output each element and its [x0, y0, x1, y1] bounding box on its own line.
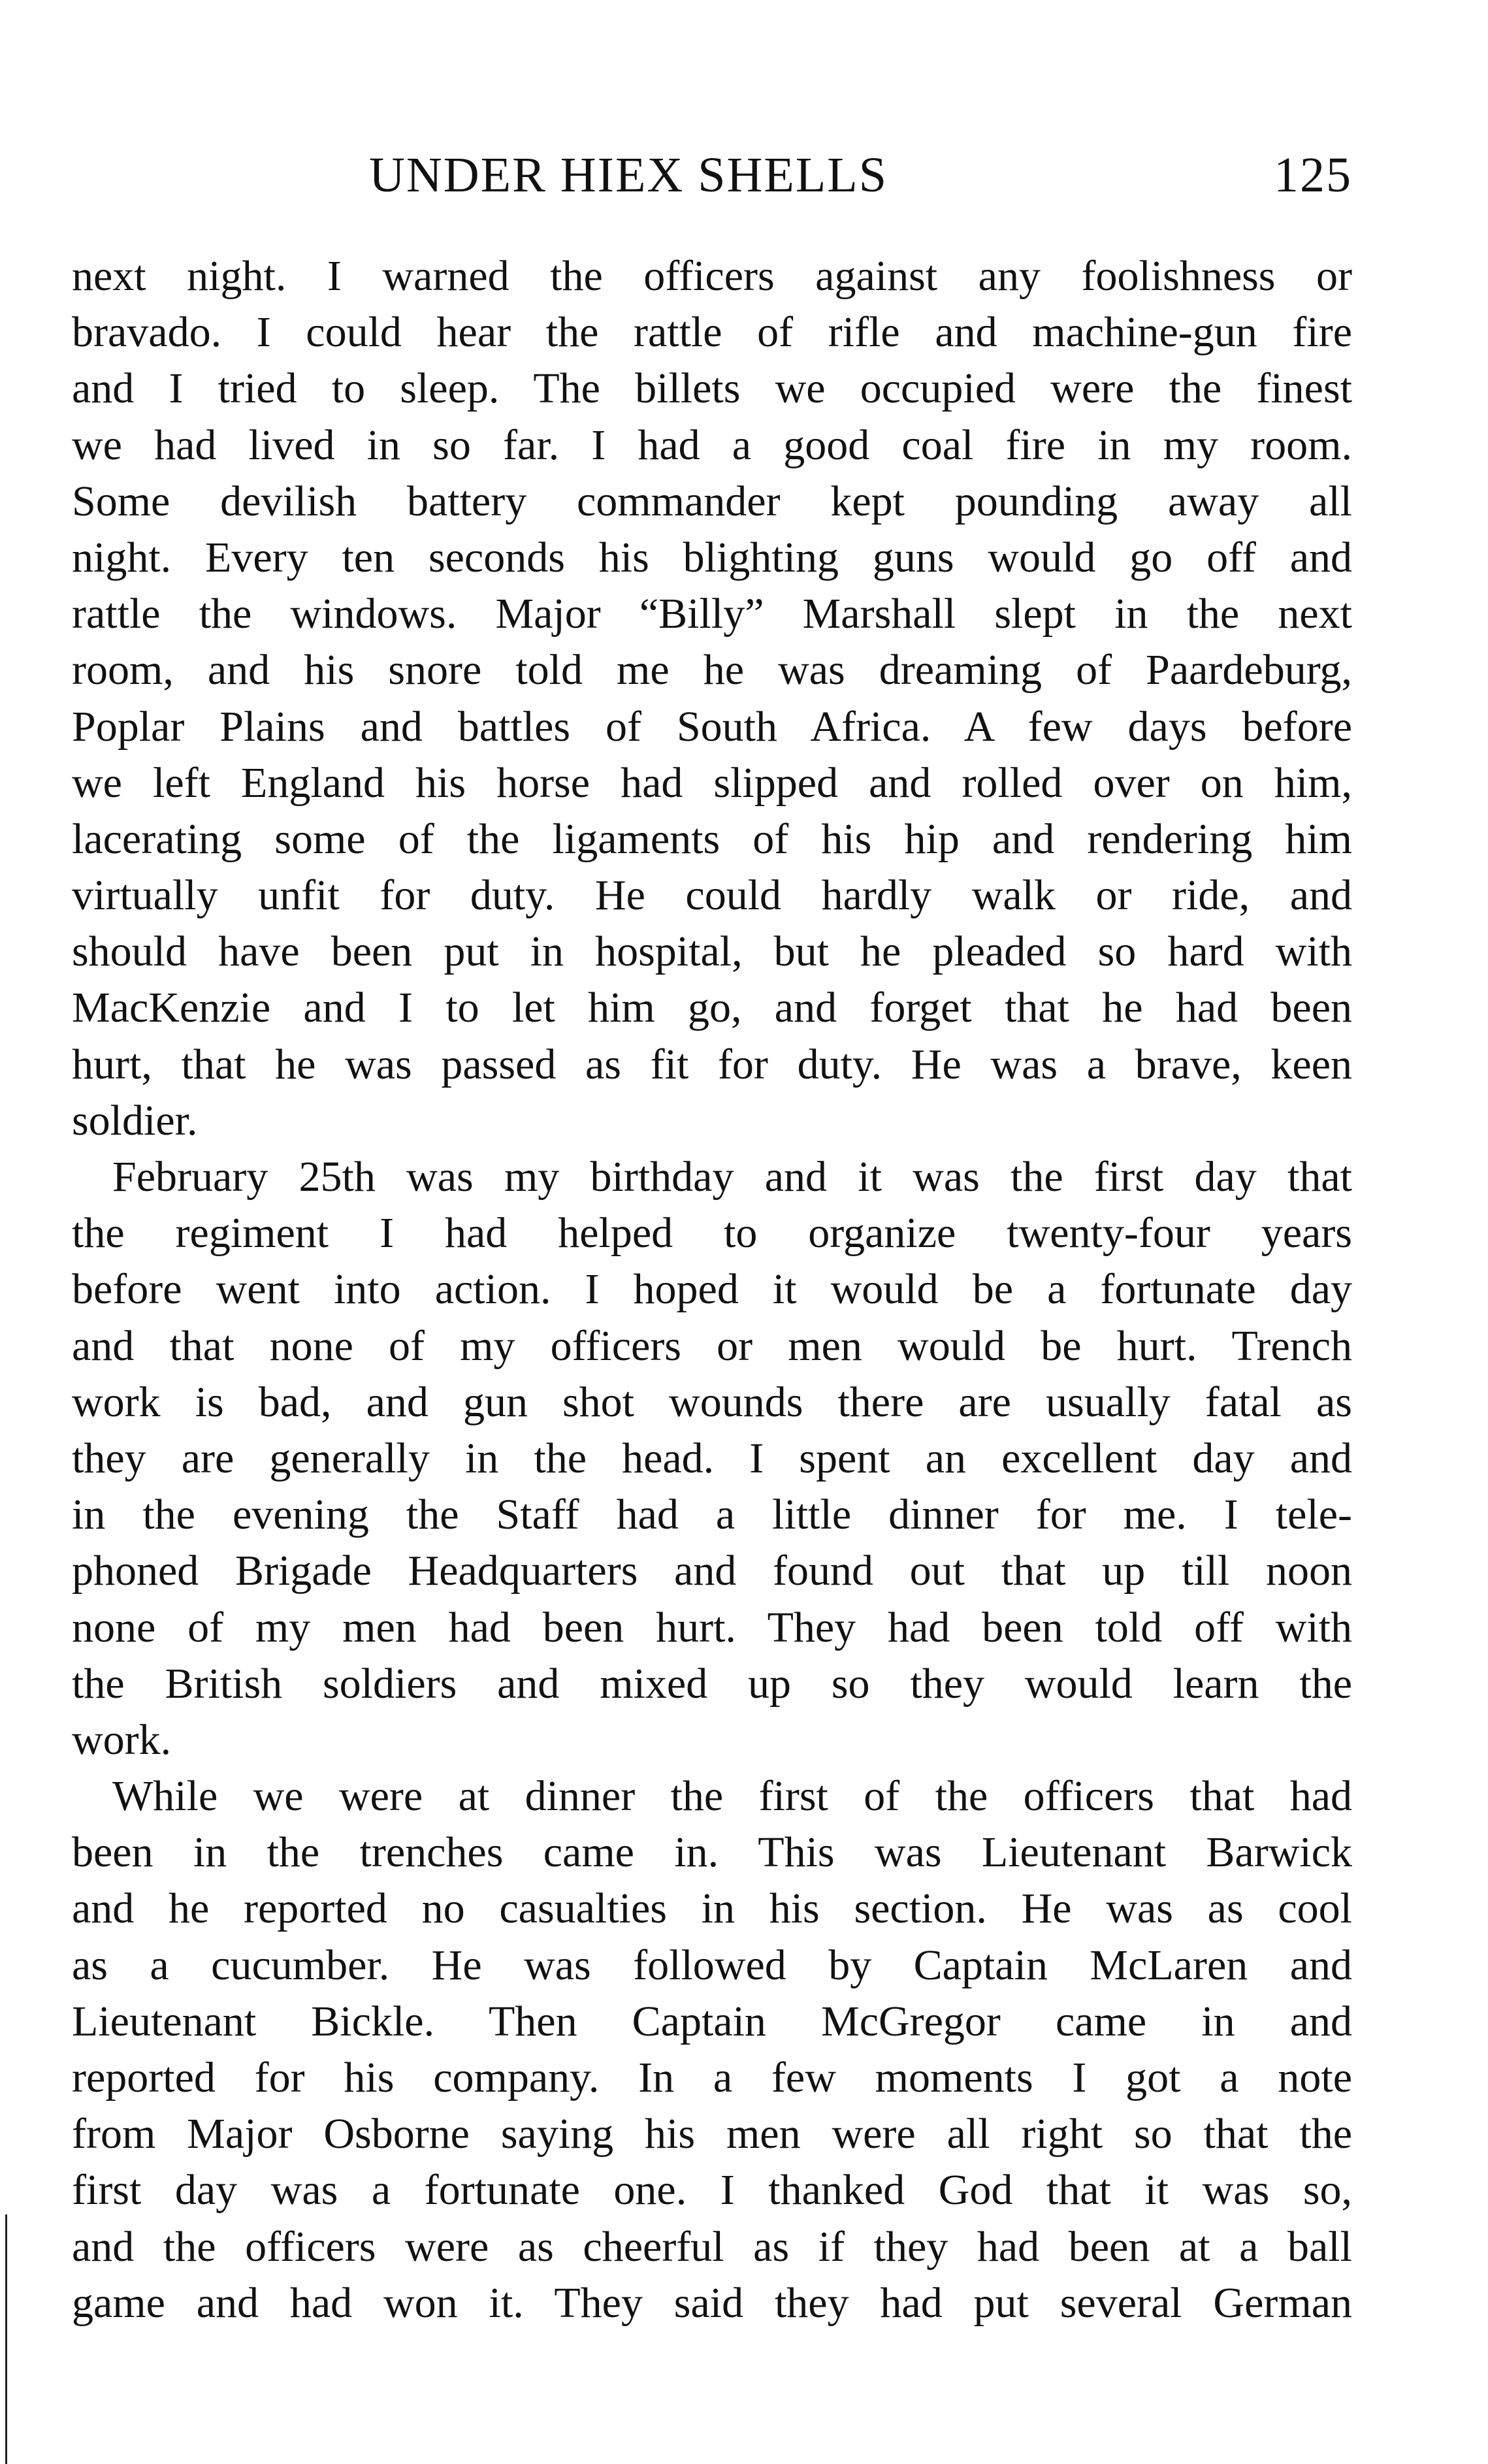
- book-page: [72, 0, 1352, 2464]
- running-header: [72, 147, 1352, 225]
- scan-edge-line: [5, 2214, 7, 2464]
- text-line: Lieutenant Bickle. Then Captain McGregor came in and: [72, 1997, 1352, 2045]
- text-line: game and had won it. They said they had put several German: [72, 2278, 1352, 2327]
- text-line: from Major Osborne saying his men were all right so that the: [72, 2110, 1352, 2158]
- text-line: reported for his company. In a few moments I got a note: [72, 2054, 1352, 2101]
- text-line: MacKenzie and I to let him go, and forget that he had been: [72, 984, 1352, 1032]
- text-line: hurt, that he was passed as fit for duty. He was a brave, keen: [72, 1040, 1352, 1088]
- text-line: night. Every ten seconds his blighting guns would go off and: [72, 533, 1352, 581]
- text-line: While we were at dinner the first of the officers that had: [112, 1772, 1352, 1821]
- paragraph-2: [72, 1149, 1352, 1768]
- text-line: lacerating some of the ligaments of his hip and rendering him: [72, 815, 1352, 863]
- text-line: should have been put in hospital, but he pleaded so hard with: [72, 928, 1352, 976]
- text-line: as a cucumber. He was followed by Captain McLaren and: [72, 1941, 1352, 1989]
- text-line: Poplar Plains and battles of South Africa. A few days before: [72, 702, 1352, 751]
- running-title: UNDER HIEX SHELLS: [369, 148, 888, 203]
- paragraph-1: [72, 248, 1352, 1149]
- page-number: 125: [1274, 148, 1352, 203]
- text-line: next night. I warned the officers against any foolishness or: [72, 252, 1352, 300]
- text-line: work is bad, and gun shot wounds there are usually fatal as: [72, 1378, 1352, 1426]
- text-line: we left England his horse had slipped and rolled over on him,: [72, 758, 1352, 807]
- text-line: work.: [72, 1715, 172, 1764]
- text-line: we had lived in so far. I had a good coal fire in my room.: [72, 421, 1352, 469]
- text-line: soldier.: [72, 1096, 198, 1144]
- text-line: and he reported no casualties in his section. He was as cool: [72, 1885, 1352, 1933]
- text-line: they are generally in the head. I spent an excellent day and: [72, 1434, 1352, 1482]
- text-line: and that none of my officers or men would be hurt. Trench: [72, 1321, 1352, 1370]
- text-line: and the officers were as cheerful as if they had been at a ball: [72, 2222, 1352, 2271]
- text-line: room, and his snore told me he was dreaming of Paardeburg,: [72, 646, 1352, 694]
- text-line: first day was a fortunate one. I thanked God that it was so,: [72, 2166, 1352, 2214]
- text-line: bravado. I could hear the rattle of rifle and machine-gun fire: [72, 308, 1352, 357]
- text-line: Some devilish battery commander kept pounding away all: [72, 477, 1352, 525]
- paragraph-3: [72, 1768, 1352, 2331]
- page-body: [72, 248, 1352, 2331]
- text-line: none of my men had been hurt. They had been told off with: [72, 1603, 1352, 1651]
- text-line: virtually unfit for duty. He could hardly walk or ride, and: [72, 871, 1352, 920]
- text-line: been in the trenches came in. This was Lieutenant Barwick: [72, 1828, 1352, 1877]
- text-line: February 25th was my birthday and it was the first day that: [112, 1153, 1352, 1201]
- text-line: rattle the windows. Major “Billy” Marshall slept in the next: [72, 590, 1352, 638]
- text-line: the British soldiers and mixed up so they would learn the: [72, 1659, 1352, 1708]
- text-line: phoned Brigade Headquarters and found out that up till noon: [72, 1547, 1352, 1595]
- text-line: and I tried to sleep. The billets we occupied were the finest: [72, 365, 1352, 413]
- text-line: in the evening the Staff had a little dinner for me. I tele-: [72, 1491, 1352, 1539]
- text-line: the regiment I had helped to organize twenty-four years: [72, 1209, 1352, 1257]
- text-line: before went into action. I hoped it would be a fortunate day: [72, 1265, 1352, 1314]
